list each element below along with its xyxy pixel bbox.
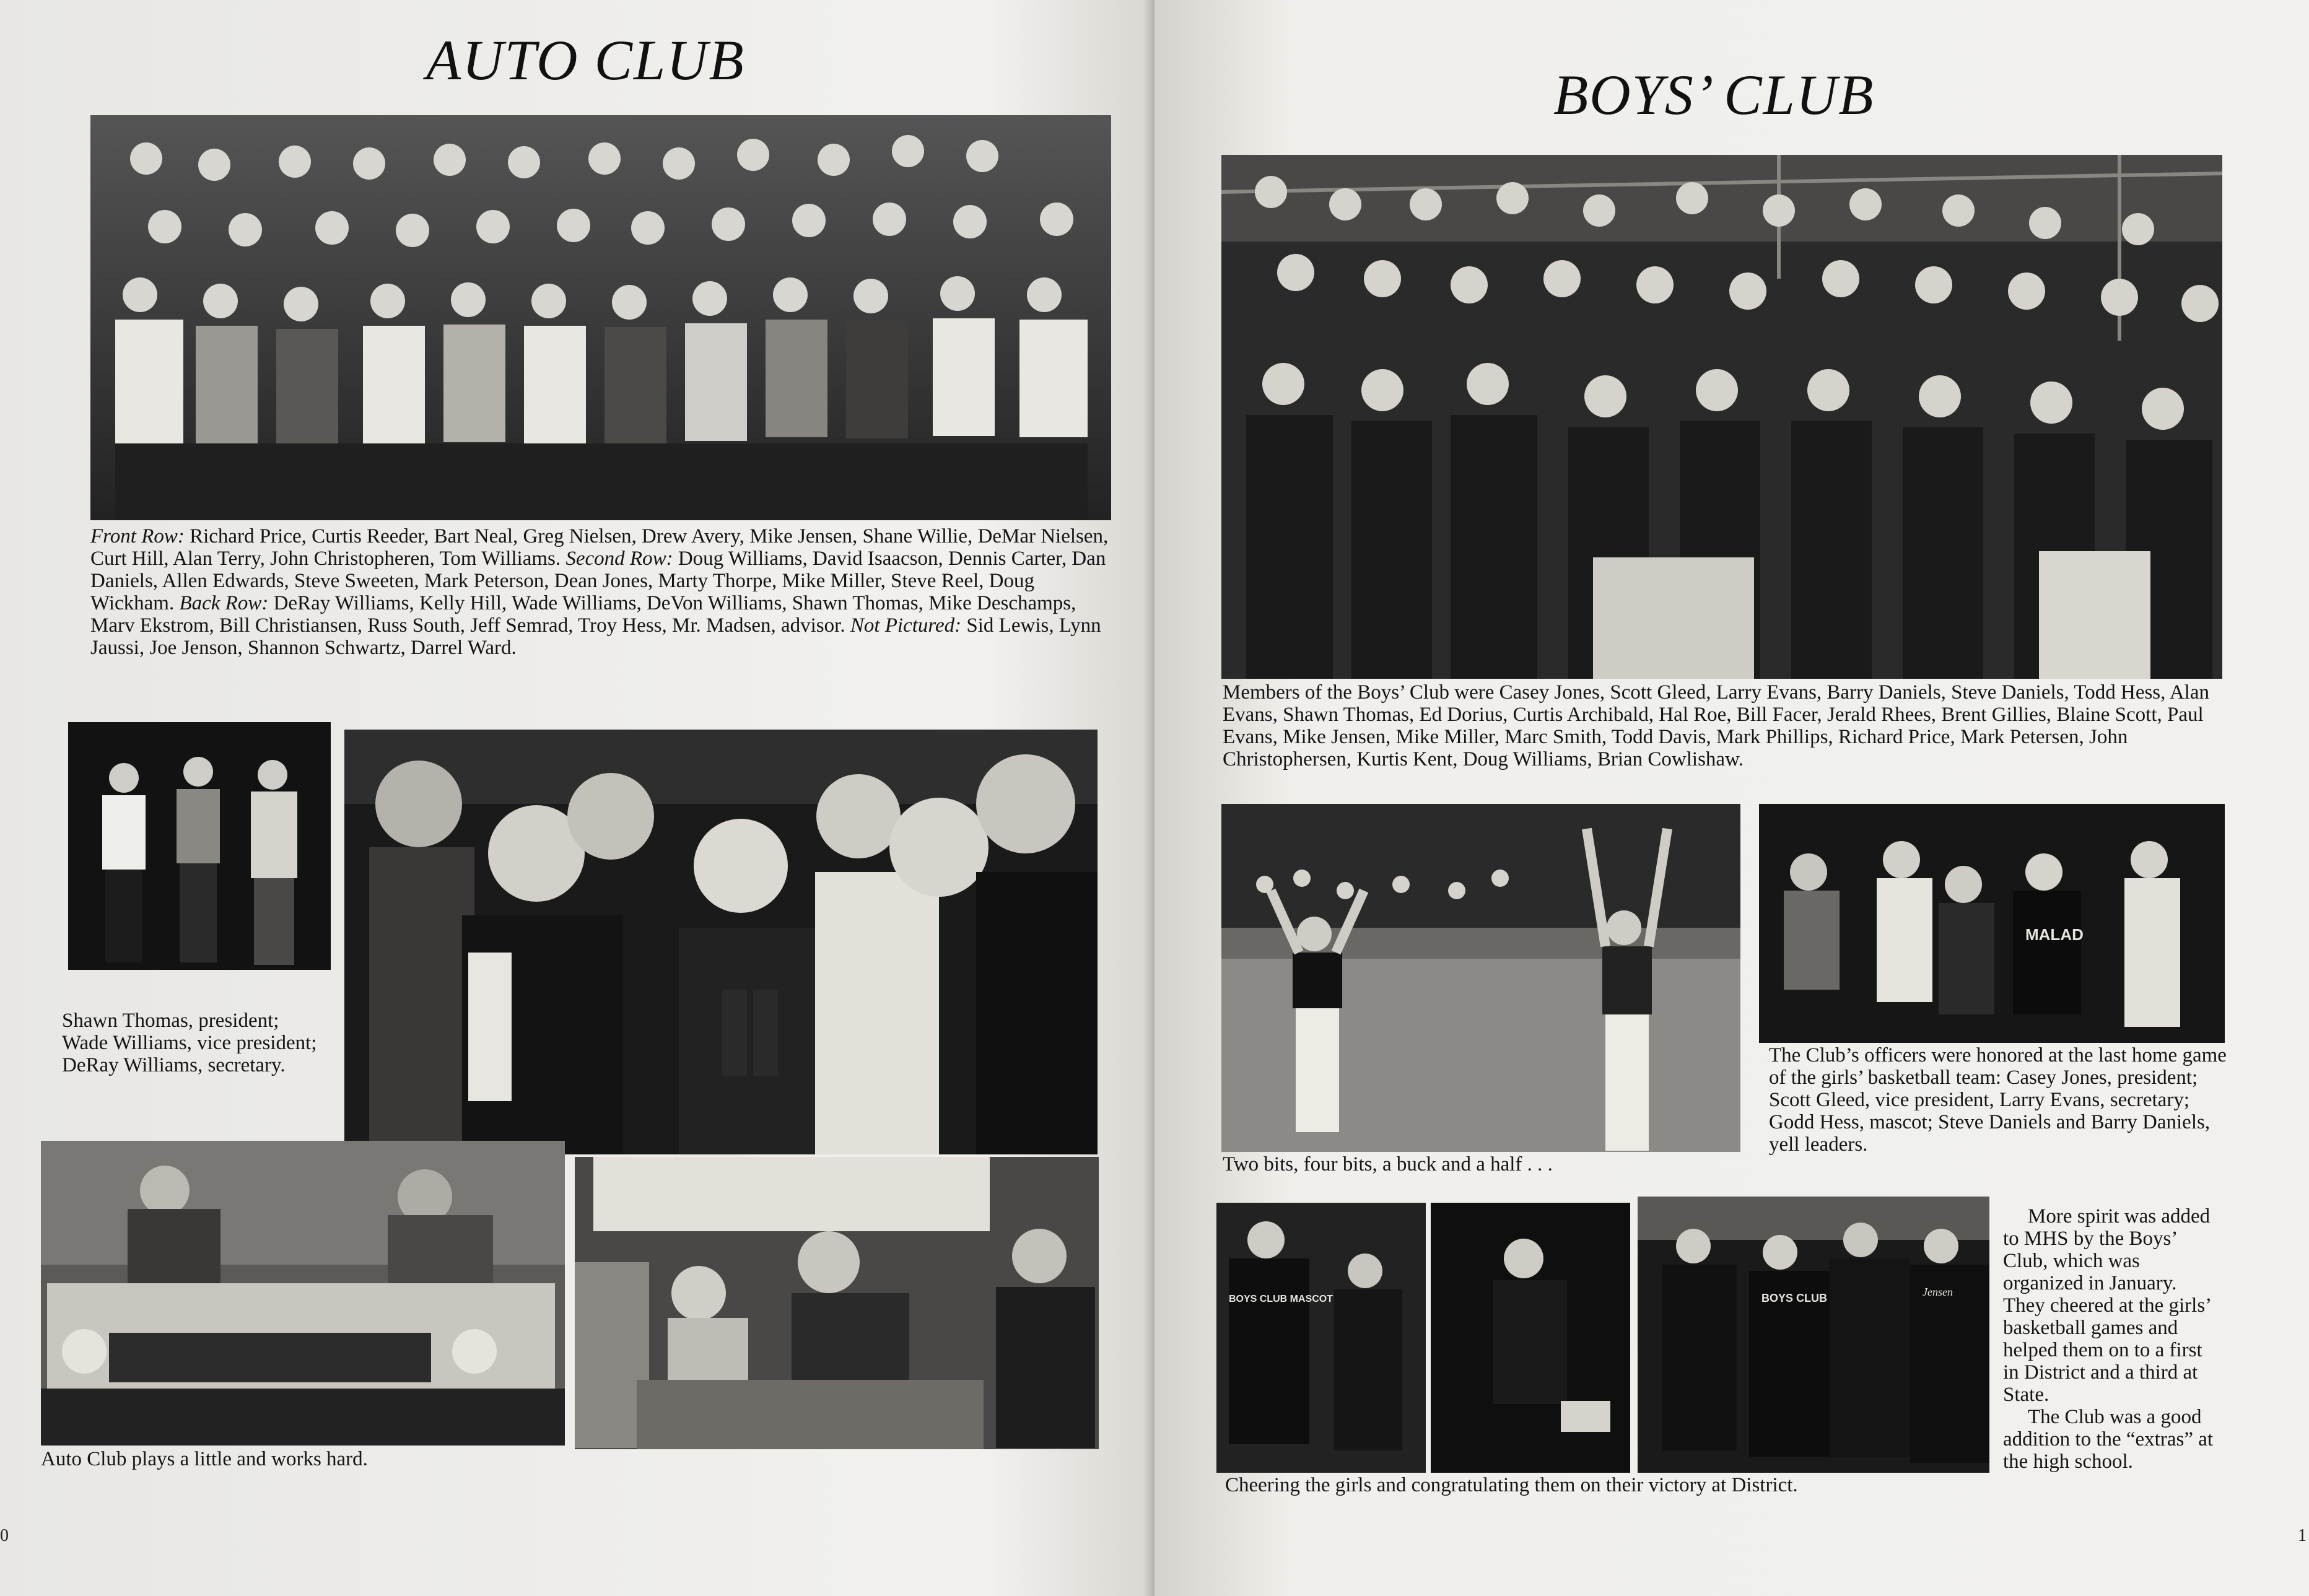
boys-club-jackets-photo [1638,1197,1989,1473]
boys-club-congrats-photo [1431,1203,1630,1473]
auto-club-car-photo-2 [575,1157,1099,1449]
auto-club-group-photo [90,115,1111,520]
front-row-names: Richard Price, Curtis Reeder, Bart Neal, Greg Nielsen, Drew Avery, Mike Jensen, Shane Willie, DeMar Nielsen, Curt Hill, Alan Terry, John Christopheren, Tom Williams. [90,525,1109,570]
second-row-label: Second Row: [565,547,673,570]
back-row-label: Back Row: [179,592,269,614]
malad-shirt-text: MALAD [2025,925,2084,944]
boys-club-members-caption: Members of the Boys’ Club were Casey Jones, Scott Gleed, Larry Evans, Barry Daniels, Steve Daniels, Todd Hess, Alan Evans, Shawn Thomas, Ed Dorius, Curtis Archibald, Hal Roe, Bill Facer, Jerald Rhees, Brent Gillies, Blaine Scott, Paul Evans, Mike Jensen, Mike Miller, Marc Smith, Todd Davis, Mark Phillips, Richard Price, Mark Petersen, John Christophersen, Kurtis Kent, Doug Williams, Brian Cowlishaw. [1223,681,2209,770]
story-paragraph-1: More spirit was added to MHS by the Boys’ Club, which was organized in January. They cheered at the girls’ basketball games and helped them on to a first in District and a third at State. [2003,1205,2211,1406]
boys-club-title: BOYS’ CLUB [1553,63,1875,126]
left-page [0,0,1154,1596]
second-row-names: Doug Williams, David Isaacson, Dennis Carter, Dan Daniels, Allen Edwards, Steve Sweeten, Mark Peterson, Dean Jones, Marty Thorpe, Mike Miller, Steve Reel, Doug Wickham. [90,547,1106,614]
auto-club-cars-caption: Auto Club plays a little and works hard. [41,1448,368,1470]
jacket-text: BOYS CLUB [1761,1292,1828,1304]
boys-club-officers-photo [1759,804,2225,1043]
boys-club-members-photo [1221,155,2222,679]
boys-club-officers-caption: The Club’s officers were honored at the last home game of the girls’ basketball team: Casey Jones, president; Scott Gleed, vice president, Larry Evans, secretary; Godd Hess, mascot; Steve Daniels and Barry Daniels, yell leaders. [1769,1044,2227,1156]
boys-club-story [2003,1205,2220,1473]
auto-club-title: AUTO CLUB [426,28,745,92]
not-pictured-label: Not Pictured: [850,614,962,637]
auto-club-party-photo [344,730,1098,1154]
jensen-jacket-name: Jensen [1923,1286,1953,1298]
back-row-names: DeRay Williams, Kelly Hill, Wade Williams, DeVon Williams, Shawn Thomas, Mike Deschamps, Marv Ekstrom, Bill Christiansen, Russ South, Jeff Semrad, Troy Hess, Mr. Madsen, advisor. [90,592,1076,637]
auto-club-officers-photo [68,722,331,970]
auto-club-group-caption [90,525,1112,659]
story-paragraph-2: The Club was a good addition to the “extras” at the high school. [2003,1406,2214,1473]
not-pictured-names: Sid Lewis, Lynn Jaussi, Joe Jenson, Shannon Schwartz, Darrel Ward. [90,614,1101,659]
left-page-number: 0 [0,1526,9,1545]
boys-club-cheer-caption: Two bits, four bits, a buck and a half . . . [1223,1153,1553,1175]
mascot-jersey-text: BOYS CLUB MASCOT [1229,1294,1333,1304]
auto-club-officers-caption: Shawn Thomas, president; Wade Williams, vice president; DeRay Williams, secretary. [62,1009,317,1076]
auto-club-car-photo-1 [41,1141,565,1446]
boys-club-cheer-photo [1221,804,1740,1152]
right-page-number: 1 [2298,1526,2307,1545]
boys-club-bottom-caption: Cheering the girls and congratulating them on their victory at District. [1225,1474,1798,1496]
boys-club-mascot-photo [1216,1203,1426,1473]
front-row-label: Front Row: [90,525,185,547]
right-page [1154,0,2309,1596]
